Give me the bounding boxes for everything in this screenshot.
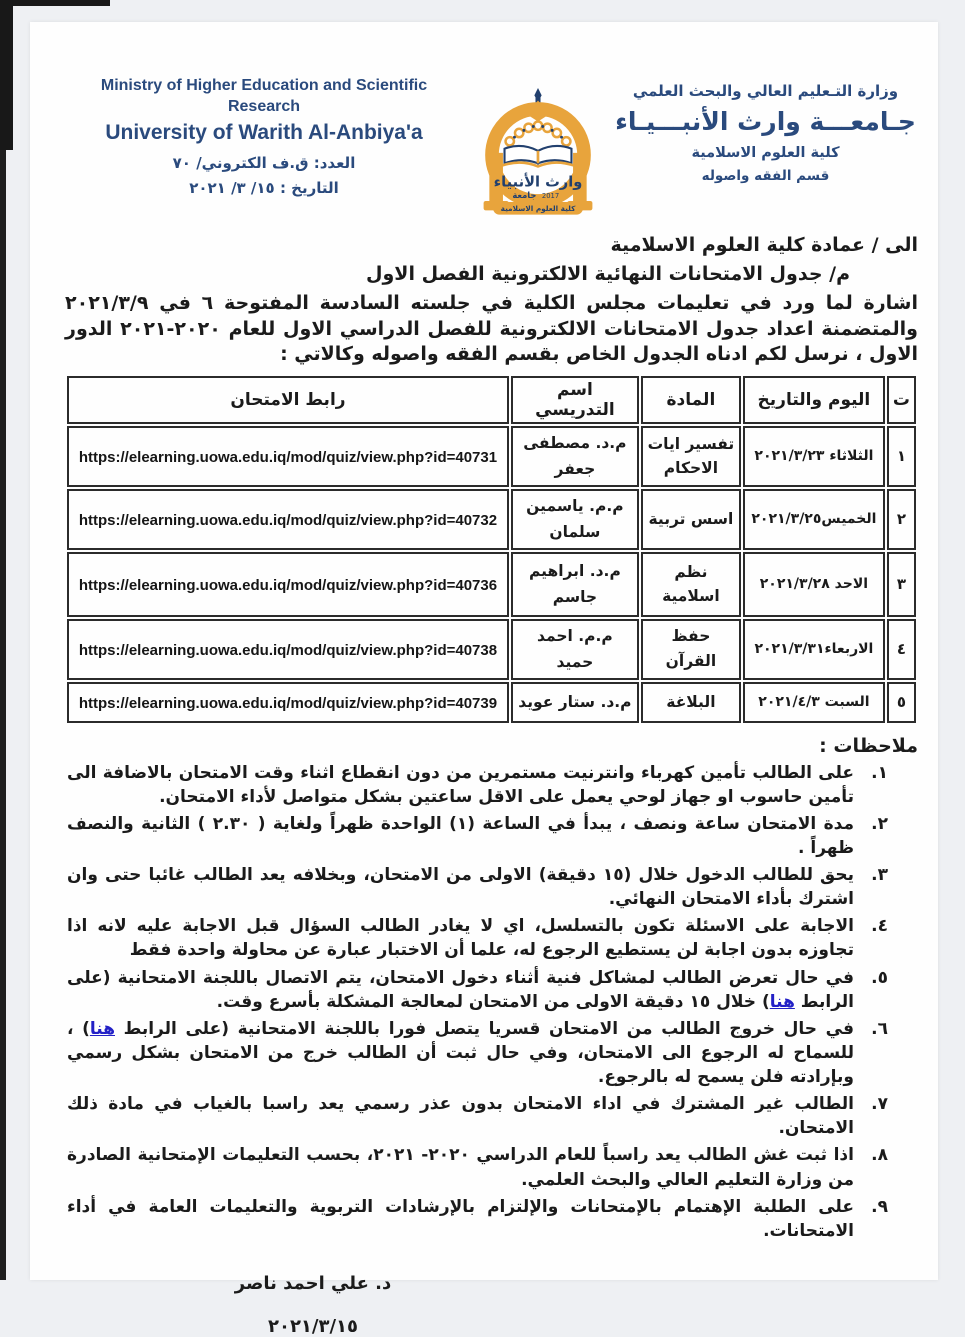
row-teacher: م.م. احمد حميد [511,619,639,680]
row-subject: حفظ القرآن [641,619,741,680]
row-teacher: م.د. مصطفى جعفر [511,426,639,487]
table-row [67,682,916,723]
col-header-day-date: اليوم والتاريخ [743,376,885,424]
notes-title: ملاحظات : [819,734,918,757]
document-date: التاريخ : ١٥/ ٣/ ٢٠٢١ [189,178,339,197]
here-link[interactable]: هنا [89,1018,115,1039]
letterhead-english-block [65,76,463,197]
exam-link[interactable]: https://elearning.uowa.edu.iq/mod/quiz/view.php?id=40738 [78,641,498,659]
note-text: الاجابة على الاسئلة تكون بالتسلسل، اي لا يغادر الطالب السؤال قبل الاجابة عليه لانه اذا تجاوزه بدون اجابة لن يستطيع الرجوع له، علما أن الاختبار عبارة عن محاولة واحدة فقط [67,916,854,961]
table-header-row [67,376,916,424]
note-number: ٩. [871,1196,888,1217]
logo-banner-text: كلية العلوم الاسلامية [500,203,576,213]
note-text: على الطلبة الإهتمام بالإمتحانات والإلتزام بالإرشادات التربوية والتعليمات العامة في أداء الامتحانات. [67,1196,854,1241]
row-index: ١ [887,426,916,487]
note-number: ٨. [871,1145,888,1166]
here-link[interactable]: هنا [769,991,795,1012]
note-text: في حال تعرض الطالب لمشاكل فنية أثناء دخول الامتحان، يتم الاتصال باللجنة الامتحانية (على الرابط هنا) خلال ١٥ دقيقة الاولى من الامتحان لمعالجة المشكلة بأسرع وقت. [67,967,854,1012]
row-subject: تفسير ايات الاحكام [641,426,741,487]
col-header-subject: المادة [641,376,741,424]
col-header-index: ت [887,376,916,424]
note-number: ٤. [871,916,888,937]
note-text: على الطالب تأمين كهرباء وانترنيت مستمرين من دون انقطاع اثناء وقت الامتحان بالاضافة الى تأمين حاسوب او جهاز لوحي يعمل على الاقل ساعتين بشكل متواصل لأداء الامتحان. [67,762,854,807]
document-sheet [30,22,938,1337]
letterhead-arabic-block [613,76,918,184]
note-item [67,863,918,911]
note-number: ٥. [871,967,888,988]
university-name-en: University of Warith Al-Anbiya'a [105,120,423,144]
row-teacher: م.د. ستار عويد [511,682,639,723]
note-item [67,966,918,1014]
row-day-date: السبت ٢٠٢١/٤/٣ [743,682,885,723]
notes-list [65,761,918,1243]
table-row [67,552,916,617]
col-header-exam-link: رابط الامتحان [67,376,509,424]
row-day-date: الاحد ٢٠٢١/٣/٢٨ [743,552,885,617]
university-name-ar: جـامعـــة وارث الأنبـــيـاء [615,107,916,136]
university-logo-emblem [475,88,601,224]
note-number: ٢. [871,813,888,834]
university-logo [463,76,613,224]
signature-block [188,1273,438,1337]
row-teacher: م.د. ابراهيم جاسم [511,552,639,617]
note-number: ٣. [871,865,888,886]
col-header-teacher: اسم التدريسي [511,376,639,424]
letterhead [65,22,918,224]
row-subject: نظم اسلامية [641,552,741,617]
note-item [67,1195,918,1243]
exam-link[interactable]: https://elearning.uowa.edu.iq/mod/quiz/view.php?id=40739 [78,694,498,712]
row-index: ٤ [887,619,916,680]
note-number: ١. [871,762,888,783]
scan-edge-top [0,0,110,6]
scan-edge-left [0,0,6,1280]
note-text: يحق للطالب الدخول خلال (١٥ دقيقة) الاولى من الامتحان، وبخلافه يعد الطالب غائبا حتى وان اشترك بأداء الامتحان النهائي. [67,865,855,910]
logo-year: 2017 [541,191,560,200]
row-subject: اسس تربية [641,489,741,550]
note-number: ٧. [871,1094,888,1115]
ministry-name-en: Ministry of Higher Education and Scientific Research [100,77,428,115]
logo-calligraphy: وارث الأنبياء [493,173,583,191]
to-line: الى / عمادة كلية العلوم الاسلامية [610,234,918,256]
table-row [67,619,916,680]
table-row [67,426,916,487]
note-item [67,914,918,962]
row-day-date: الخميس٢٠٢١/٣/٢٥ [743,489,885,550]
note-text: اذا ثبت غش الطالب يعد راسباً للعام الدراسي ٢٠٢٠- ٢٠٢١، بحسب التعليمات الإمتحانية الصادرة من وزارة التعليم العالي والبحث العلمي. [67,1145,854,1190]
document-number: العدد: ق.ف الكتروني/ ٧٠ [172,153,356,172]
scan-edge-corner [0,0,13,150]
row-teacher: م.م. ياسمين سلمان [511,489,639,550]
exam-link[interactable]: https://elearning.uowa.edu.iq/mod/quiz/view.php?id=40736 [78,576,498,594]
department-name-ar: قسم الفقه واصوله [701,168,830,184]
note-text: الطالب غير المشترك في اداء الامتحان بدون عذر رسمي يعد راسبا بالغياب في مادة ذلك الامتحان. [67,1094,854,1139]
exam-link[interactable]: https://elearning.uowa.edu.iq/mod/quiz/view.php?id=40732 [78,511,498,529]
note-item [67,1017,918,1089]
college-name-ar: كلية العلوم الاسلامية [691,145,840,161]
row-day-date: الاربعاء٢٠٢١/٣/٣١ [743,619,885,680]
note-text: مدة الامتحان ساعة ونصف ، يبدأ في الساعة (١) الواحدة ظهراً ولغاية ( ٢.٣٠ ) الثانية والنصف ظهراً . [67,813,855,858]
row-day-date: الثلاثاء ٢٠٢١/٣/٢٣ [743,426,885,487]
note-item [67,1143,918,1191]
row-subject: البلاغة [641,682,741,723]
row-index: ٣ [887,552,916,617]
row-index: ٢ [887,489,916,550]
intro-paragraph: اشارة لما ورد في تعليمات مجلس الكلية في جلسته السادسة المفتوحة ٦ في ٢٠٢١/٣/٩ والمتضمنة اعداد جدول الامتحانات الالكترونية للفصل الدراسي الاول للعام ٢٠٢٠-٢٠٢١ الدور الاول ، نرسل لكم ادناه الجدول الخاص بقسم الفقه واصوله وكالاتي : [65,292,918,366]
note-text: في حال خروج الطالب من الامتحان قسريا يتصل فورا باللجنة الامتحانية (على الرابط هنا) ، للسماح له الرجوع الى الامتحان، وفي حال ثبت أن الطالب خرج من الامتحان بشكل رسمي وبإرادته فلن يسمح له بالرجوع. [67,1018,854,1088]
ministry-name-ar: وزارة التـعليم العالي والبحث العلمي [632,82,899,100]
exam-link[interactable]: https://elearning.uowa.edu.iq/mod/quiz/view.php?id=40731 [78,448,498,466]
note-item [67,1092,918,1140]
signature-name: د. علي احمد ناصر [234,1272,392,1294]
note-number: ٦. [871,1018,888,1039]
note-item [67,812,918,860]
table-row [67,489,916,550]
subject-line: م/ جدول الامتحانات النهائية الالكترونية الفصل الاول [366,263,850,285]
logo-university-word: جامعة [512,189,537,200]
row-index: ٥ [887,682,916,723]
exam-schedule-table [65,374,918,725]
note-item [67,761,918,809]
signature-date: ٢٠٢١/٣/١٥ [267,1315,359,1337]
